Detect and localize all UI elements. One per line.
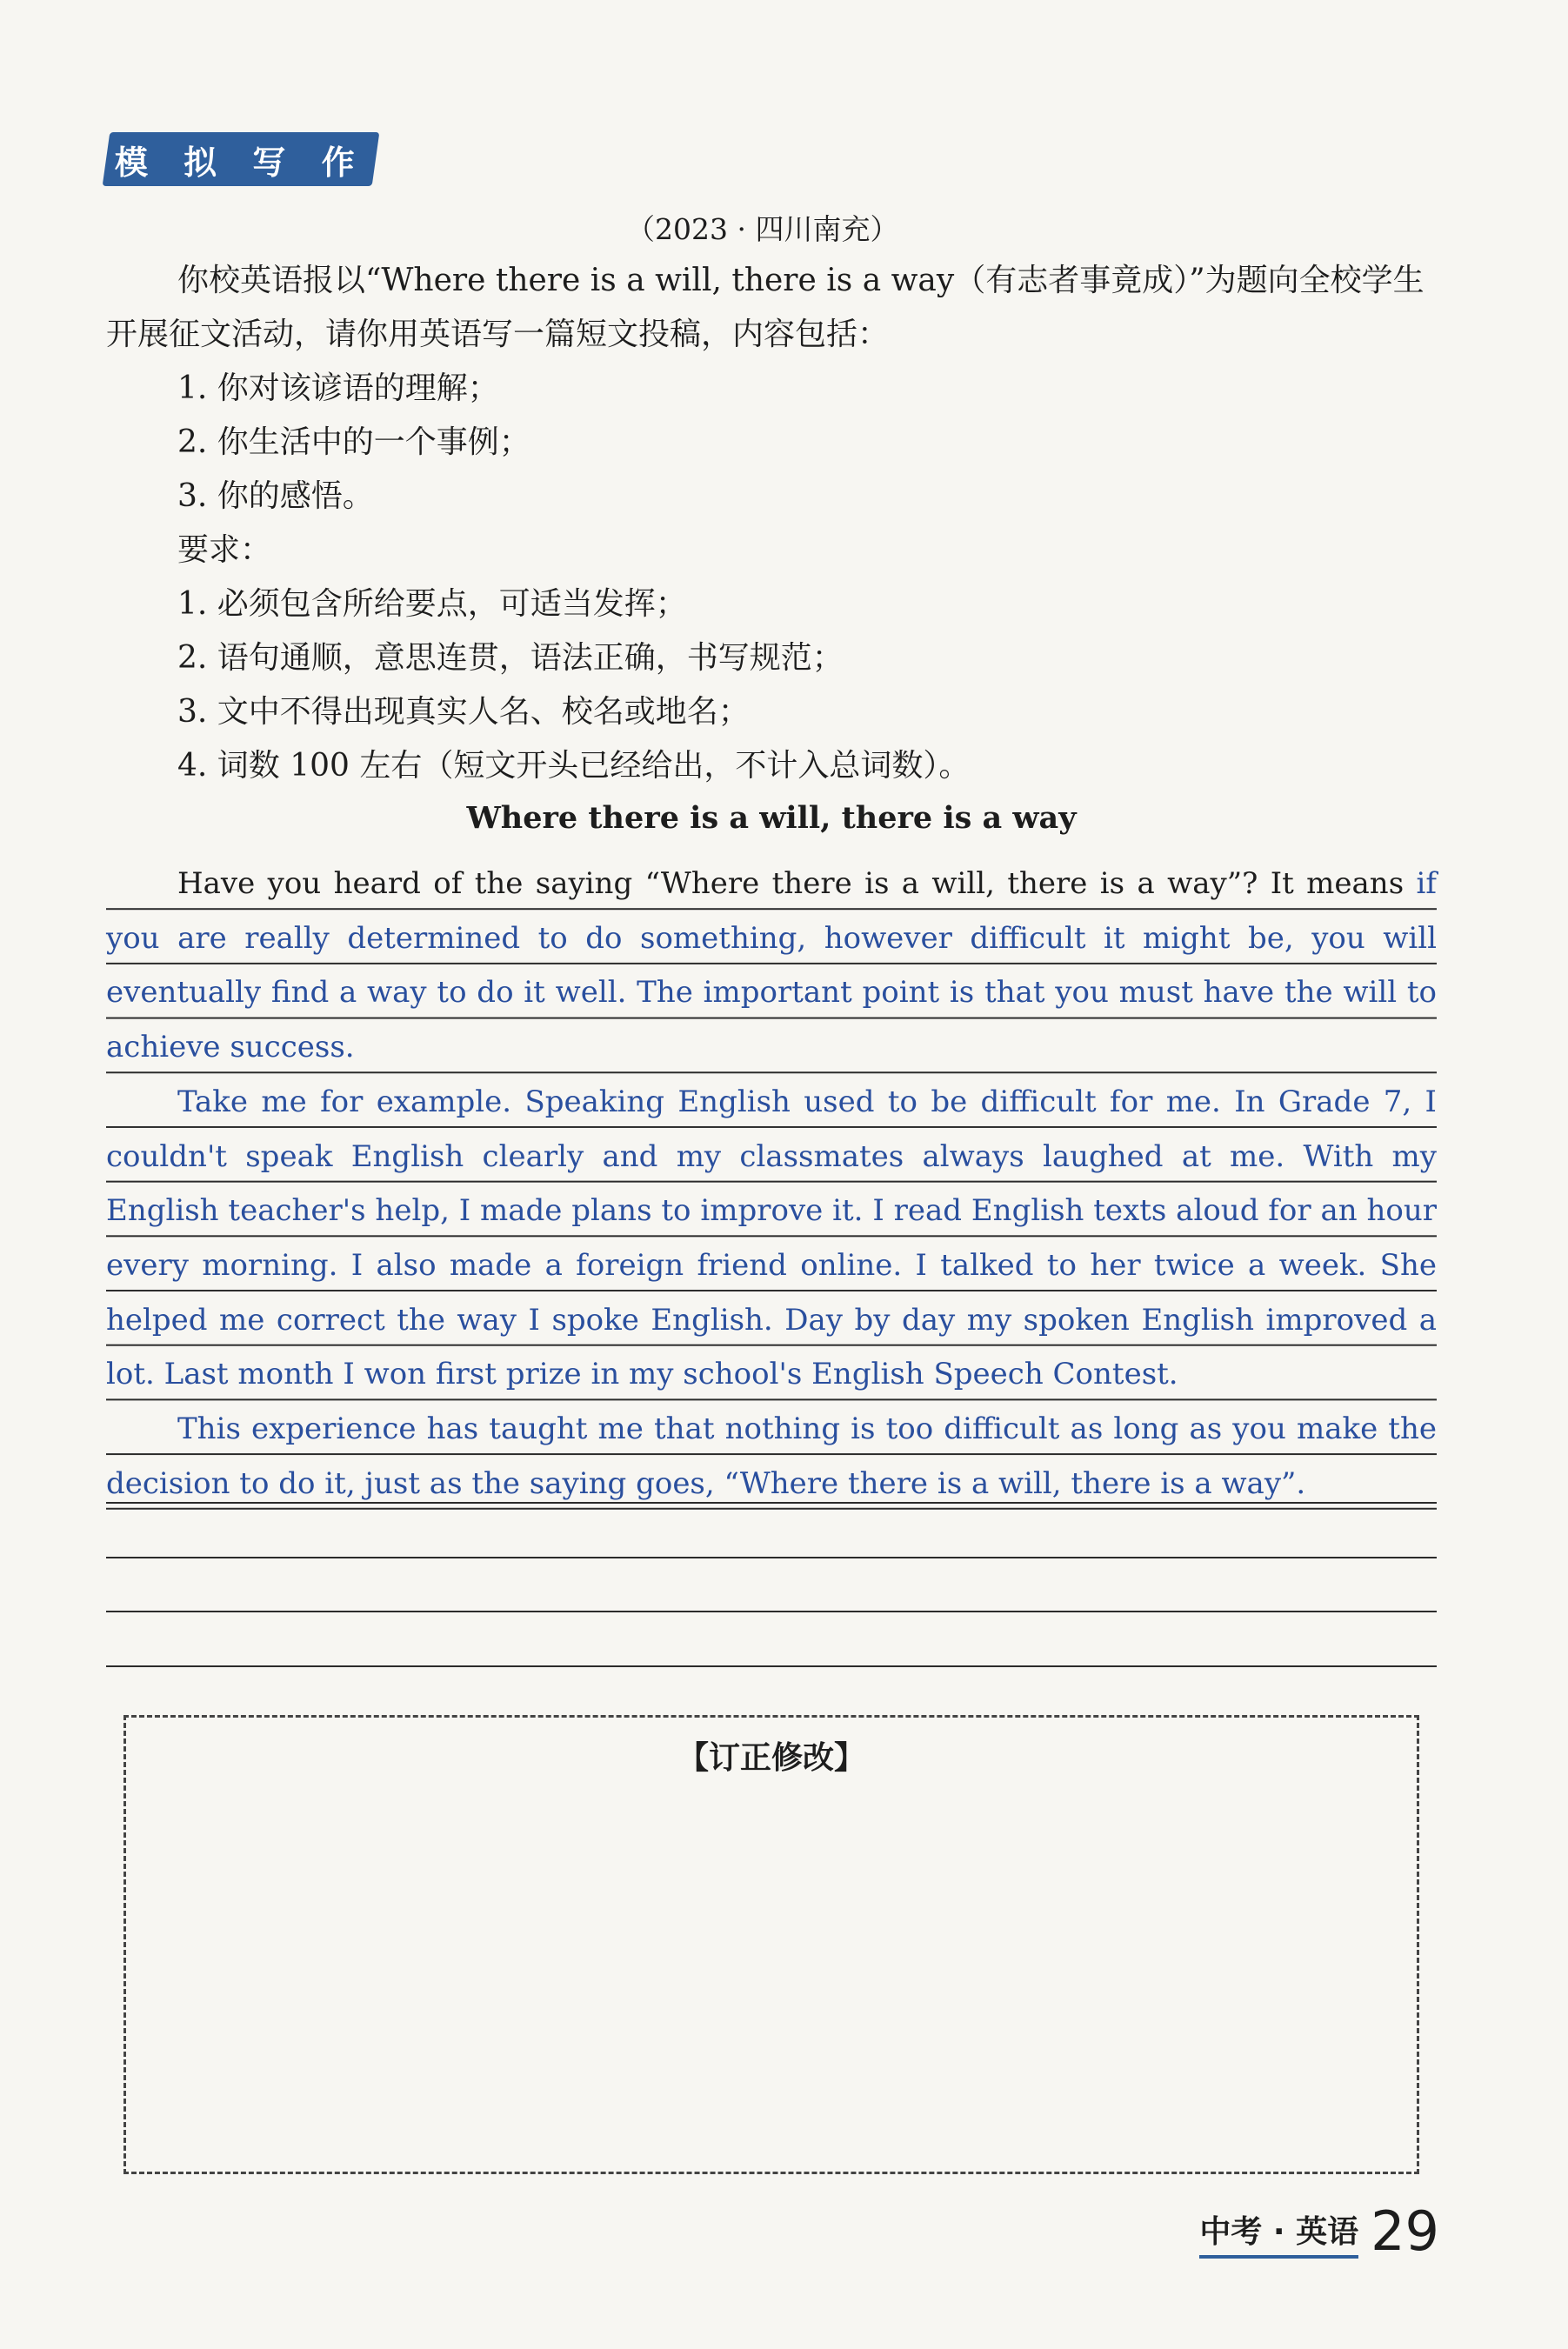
essay-title: Where there is a will, there is a way: [466, 800, 1077, 836]
essay-paragraph-1: [106, 857, 1437, 1075]
answer-paragraph-1: if you are really determined to do something, however difficult it might be, you will eventually find a way to do it well. The important point is that you must have the will to achieve success.: [106, 866, 1437, 1065]
section-tag: [103, 132, 380, 186]
requirement-4: 4. 词数 100 左右（短文开头已经给出，不计入总词数）。: [177, 748, 971, 784]
blank-writing-line[interactable]: [106, 1502, 1437, 1504]
section-tag-label: 模 拟 写 作: [115, 143, 367, 182]
content-item-1: 1. 你对该谚语的理解；: [177, 370, 499, 406]
footer-label: 中考 · 英语: [1199, 2207, 1358, 2259]
question-source: （2023 · 四川南充）: [626, 212, 899, 246]
answer-paragraph-2: Take me for example. Speaking English used to be difficult for me. In Grade 7, I couldn't speak English clearly and my classmates always laughed at me. With my English teacher's help, I made plans to improve it. I read English texts aloud for an hour every morning. I also made a foreign friend online. I talked to her twice a week. She helped me correct the way I spoke English. Day by day my spoken English improved a lot. Last month I won first prize in my school's English Speech Contest.: [106, 1084, 1437, 1392]
requirement-3: 3. 文中不得出现真实人名、校名或地名；: [177, 694, 750, 730]
prompt-intro: 你校英语报以“Where there is a will, there is a way（有志者事竟成）”为题向全校学生开展征文活动，请你用英语写一篇短文投稿，内容包括：: [106, 263, 1425, 352]
blank-writing-line[interactable]: [106, 1557, 1437, 1558]
page-footer: [1199, 2199, 1439, 2263]
correction-box[interactable]: [123, 1715, 1419, 2174]
requirement-2: 2. 语句通顺，意思连贯，语法正确，书写规范；: [177, 640, 844, 676]
page-number: 29: [1371, 2199, 1439, 2263]
essay-opening: Have you heard of the saying “Where there is a will, there is a way”? It means: [177, 866, 1417, 901]
content-item-2: 2. 你生活中的一个事例；: [177, 424, 530, 460]
blank-writing-line[interactable]: [106, 1665, 1437, 1667]
requirements-label: 要求：: [177, 532, 272, 568]
content-item-3: 3. 你的感悟。: [177, 478, 374, 514]
correction-box-title: 【订正修改】: [677, 1740, 865, 1776]
answer-paragraph-3: This experience has taught me that nothing is too difficult as long as you make the decision to do it, just as the saying goes, “Where there is a will, there is a way”.: [106, 1411, 1437, 1501]
requirement-1: 1. 必须包含所给要点，可适当发挥；: [177, 586, 687, 622]
essay-body: [106, 857, 1437, 1511]
blank-writing-line[interactable]: [106, 1611, 1437, 1612]
